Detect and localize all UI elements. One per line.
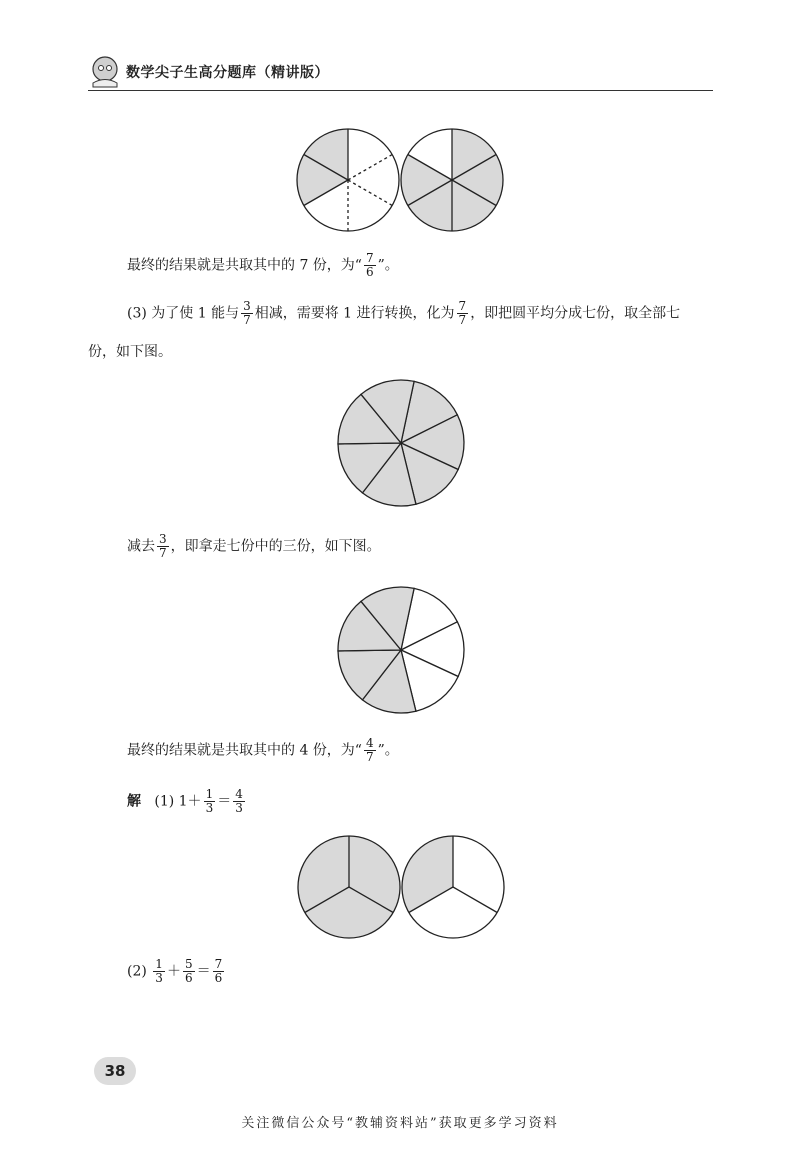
- frac-den: 7: [159, 546, 167, 560]
- result-line-7: [127, 252, 399, 279]
- para3-prefix: (3) 为了使 1 能与: [127, 305, 240, 322]
- page-header: [88, 52, 348, 98]
- header-rule: [88, 90, 713, 91]
- circle-right-thirds: [402, 836, 504, 938]
- frac-num: 4: [235, 787, 243, 801]
- frac-num: 3: [243, 299, 251, 313]
- fraction-4-3: [233, 788, 245, 815]
- plus-sign: ＋: [166, 963, 181, 980]
- frac-den: 6: [365, 265, 374, 279]
- figure-two-sixths-circles: [295, 127, 505, 233]
- fraction-7-6: [364, 252, 376, 279]
- subtract-line: [127, 533, 381, 560]
- frac-num: 3: [159, 532, 167, 546]
- frac-den: 7: [365, 750, 374, 764]
- result-text: 最终的结果就是共取其中的 7 份，为“: [127, 257, 362, 274]
- figure-four-sevenths: [336, 585, 466, 715]
- frac-num: 7: [458, 299, 467, 313]
- equals-sign: ＝: [196, 963, 211, 980]
- frac-num: 1: [155, 957, 163, 971]
- fraction-3-7-b: [157, 533, 169, 560]
- frac-den: 3: [235, 801, 243, 815]
- fraction-7-6-b: [213, 958, 225, 985]
- para3-mid: 相减，需要将 1 进行转换，化为: [254, 305, 455, 322]
- fraction-4-7: [364, 737, 376, 764]
- frac-den: 6: [184, 971, 193, 985]
- frac-num: 5: [184, 957, 193, 971]
- result-suffix: ”。: [377, 257, 399, 274]
- frac-num: 7: [365, 251, 374, 265]
- frac-num: 7: [214, 957, 223, 971]
- frac-den: 6: [214, 971, 223, 985]
- result-suffix: ”。: [377, 742, 399, 759]
- frac-den: 7: [243, 313, 251, 327]
- circle-left-thirds: [298, 836, 400, 938]
- fraction-1-3: [204, 788, 216, 815]
- solution-label: 解: [127, 793, 141, 810]
- result-line-4: [127, 737, 399, 764]
- frac-num: 1: [205, 787, 214, 801]
- fraction-5-6: [183, 958, 195, 985]
- footer-note: 关注微信公众号“教辅资料站”获取更多学习资料: [241, 1116, 559, 1131]
- part2-prefix: (2): [127, 963, 147, 980]
- subtract-suffix: ，即拿走七份中的三份，如下图。: [170, 538, 381, 555]
- book-title: 数学尖子生高分题库（精讲版）: [126, 65, 329, 81]
- fraction-3-7: [241, 300, 253, 327]
- circle-left-sixths: [297, 129, 399, 231]
- para3-suffix: ，即把圆平均分成七份，取全部七: [470, 305, 681, 322]
- subtract-prefix: 减去: [127, 538, 155, 555]
- part1-prefix: (1) 1＋: [154, 793, 202, 810]
- fraction-1-3-b: [153, 958, 165, 985]
- frac-den: 3: [155, 971, 163, 985]
- frac-den: 7: [458, 313, 467, 327]
- solution-part-1: [127, 788, 247, 815]
- page-number: 38: [94, 1057, 136, 1085]
- paragraph-3-line2: 份，如下图。: [88, 344, 172, 360]
- frac-den: 3: [205, 801, 214, 815]
- solution-part-2: [127, 958, 226, 985]
- result-text: 最终的结果就是共取其中的 4 份，为“: [127, 742, 362, 759]
- circle-right-sixths: [401, 129, 503, 231]
- figure-seven-sevenths: [336, 378, 466, 508]
- mascot-logo: [88, 54, 122, 88]
- equals-sign: ＝: [217, 793, 232, 810]
- frac-num: 4: [365, 736, 374, 750]
- fraction-7-7: [457, 300, 469, 327]
- figure-two-thirds-circles: [296, 834, 506, 940]
- paragraph-3-line1: [127, 300, 680, 327]
